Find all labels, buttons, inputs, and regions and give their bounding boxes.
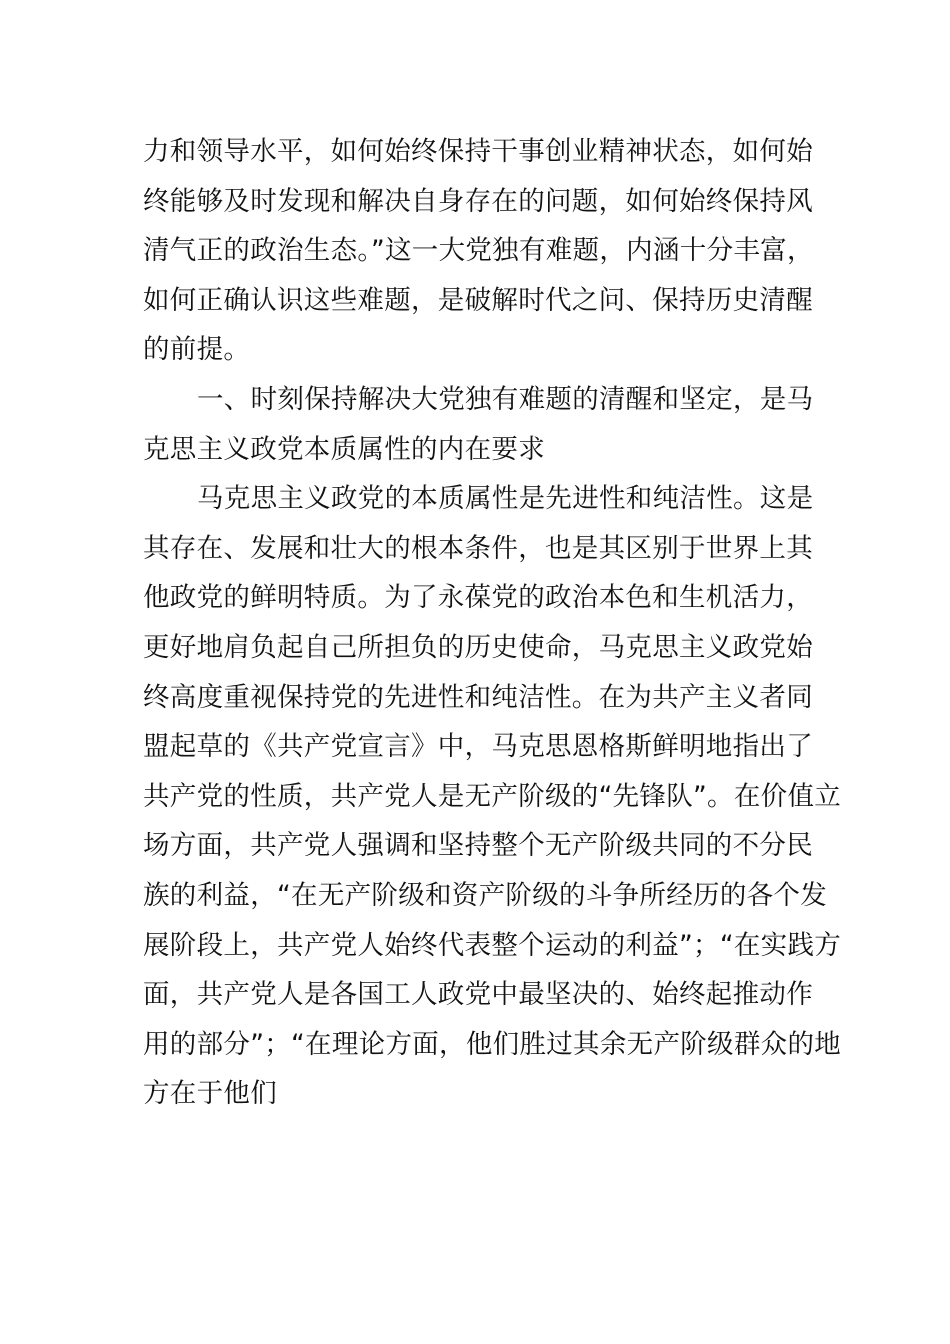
text-line: 的前提。 <box>143 334 251 366</box>
text-line: 终能够及时发现和解决自身存在的问题，如何始终保持风 <box>143 185 813 217</box>
text-line: 如何正确认识这些难题，是破解时代之问、保持历史清醒 <box>143 284 813 316</box>
text-line: 方在于他们 <box>143 1078 277 1110</box>
text-line: 其存在、发展和壮大的根本条件，也是其区别于世界上其 <box>143 532 813 564</box>
text-line: 更好地肩负起自己所担负的历史使命，马克思主义政党始 <box>143 631 813 663</box>
text-line: 用的部分”；“在理论方面，他们胜过其余无产阶级群众的地 <box>143 1028 842 1060</box>
text-line: 力和领导水平，如何始终保持干事创业精神状态，如何始 <box>143 136 813 167</box>
text-line: 马克思主义政党的本质属性是先进性和纯洁性。这是 <box>197 483 814 515</box>
paragraph-continued <box>143 127 813 375</box>
heading-line: 一、时刻保持解决大党独有难题的清醒和坚定，是马 <box>197 383 814 415</box>
text-line: 面，共产党人是各国工人政党中最坚决的、始终起推动作 <box>143 979 813 1011</box>
text-line: 盟起草的《共产党宣言》中，马克思恩格斯鲜明地指出了 <box>143 731 813 763</box>
text-line: 展阶段上，共产党人始终代表整个运动的利益”；“在实践方 <box>143 929 842 961</box>
text-line: 族的利益，“在无产阶级和资产阶级的斗争所经历的各个发 <box>143 879 828 911</box>
text-line: 他政党的鲜明特质。为了永葆党的政治本色和生机活力， <box>143 582 813 614</box>
text-line: 终高度重视保持党的先进性和纯洁性。在为共产主义者同 <box>143 681 813 713</box>
heading-line: 克思主义政党本质属性的内在要求 <box>143 433 545 465</box>
body-paragraph <box>143 474 842 1119</box>
section-heading <box>143 375 813 474</box>
text-line: 场方面，共产党人强调和坚持整个无产阶级共同的不分民 <box>143 830 813 862</box>
text-line: 共产党的性质，共产党人是无产阶级的“先锋队”。在价值立 <box>143 780 842 812</box>
document-body <box>143 127 842 1119</box>
text-line: 清气正的政治生态。”这一大党独有难题，内涵十分丰富， <box>143 235 814 267</box>
